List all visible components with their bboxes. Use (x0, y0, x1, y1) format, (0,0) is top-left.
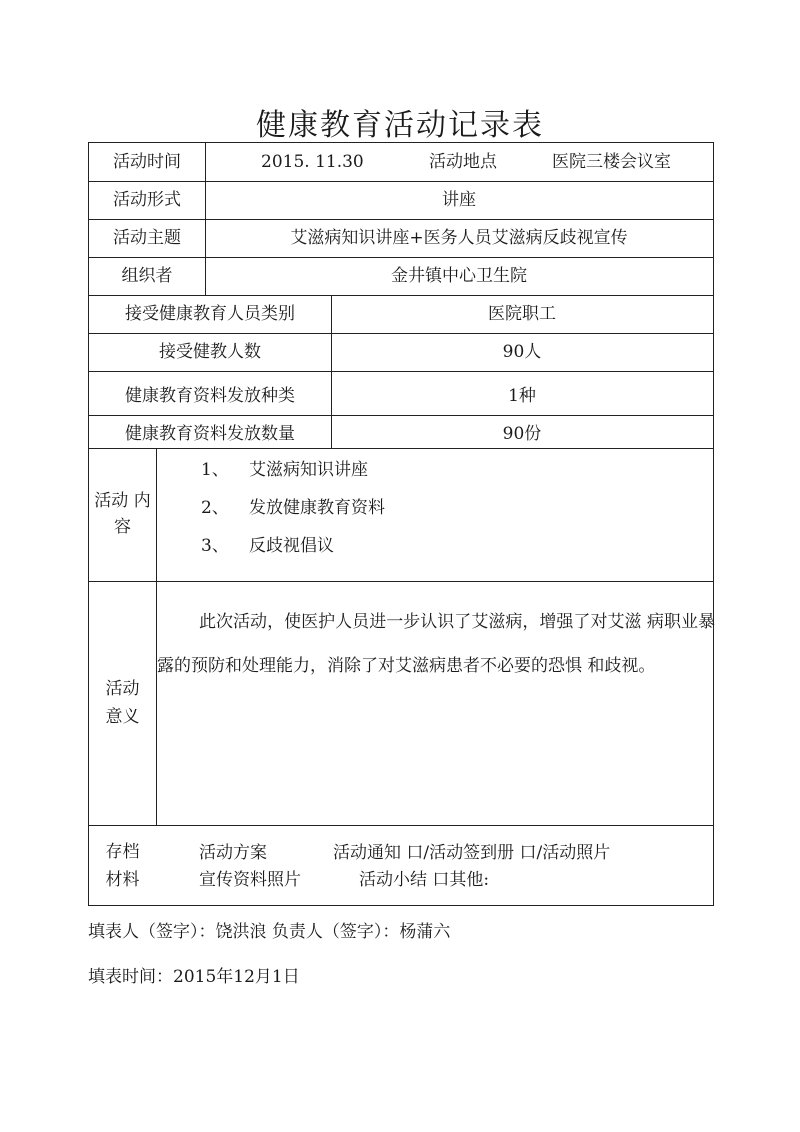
form-value: 讲座 (442, 190, 476, 210)
form-label: 活动形式 (113, 190, 181, 210)
archive-label-line2: 材料 (105, 870, 140, 890)
record-table (88, 142, 714, 906)
content-label-line2: 容 (114, 517, 131, 537)
content-item-text: 发放健康教育资料 (249, 498, 385, 518)
content-item-text: 反歧视倡议 (249, 536, 334, 556)
row-divider (89, 295, 713, 296)
significance-label-line1: 活动 (105, 679, 140, 699)
signers-line: 填表人（签字）：饶洪浪 负责人（签字）：杨蒲六 (88, 922, 451, 942)
row-divider (89, 448, 713, 449)
archive-label-line1: 存档 (105, 842, 140, 862)
organizer-value: 金井镇中心卫生院 (391, 266, 527, 286)
audience-label: 接受健康教育人员类别 (125, 304, 295, 324)
row-divider (89, 333, 713, 334)
content-label-line1: 活动 内 (94, 491, 151, 511)
row-divider (89, 219, 713, 220)
row-divider (89, 181, 713, 182)
material-qty-value: 90份 (502, 424, 542, 444)
content-item-number: 1、 (201, 460, 229, 480)
archive-item-summary: 活动小结 口其他: (359, 870, 490, 890)
place-value: 医院三楼会议室 (552, 152, 671, 172)
content-item-number: 3、 (201, 536, 229, 556)
count-label: 接受健教人数 (159, 342, 261, 362)
count-value: 90人 (502, 342, 542, 362)
content-item-number: 2、 (201, 498, 229, 518)
time-label: 活动时间 (113, 152, 181, 172)
content-item-text: 艾滋病知识讲座 (249, 460, 368, 480)
row-divider (89, 581, 713, 582)
archive-item-plan: 活动方案 (199, 843, 267, 863)
time-value: 2015. 11.30 (261, 152, 364, 172)
row-divider (89, 257, 713, 258)
material-qty-label: 健康教育资料发放数量 (125, 424, 295, 444)
audience-value: 医院职工 (488, 304, 556, 324)
page-title: 健康教育活动记录表 (256, 108, 544, 143)
significance-text: 此次活动，使医护人员进一步认识了艾滋病，增强了对艾滋 病职业暴露的预防和处理能力，消除了对艾滋病患者不必要的恐惧 和歧视。 (157, 612, 715, 676)
organizer-label: 组织者 (121, 266, 173, 286)
material-type-label: 健康教育资料发放种类 (125, 386, 295, 406)
row-divider (89, 825, 713, 826)
theme-value: 艾滋病知识讲座+医务人员艾滋病反歧视宣传 (290, 228, 628, 248)
archive-item-photos: 宣传资料照片 (199, 870, 301, 890)
fill-date: 填表时间：2015年12月1日 (88, 967, 300, 987)
place-label: 活动地点 (429, 152, 497, 172)
theme-label: 活动主题 (113, 228, 181, 248)
row-divider (89, 371, 713, 372)
archive-item-notice: 活动通知 口/活动签到册 口/活动照片 (333, 843, 611, 863)
material-type-value: 1种 (508, 386, 536, 406)
row-divider (89, 415, 713, 416)
significance-label-line2: 意义 (105, 707, 140, 727)
